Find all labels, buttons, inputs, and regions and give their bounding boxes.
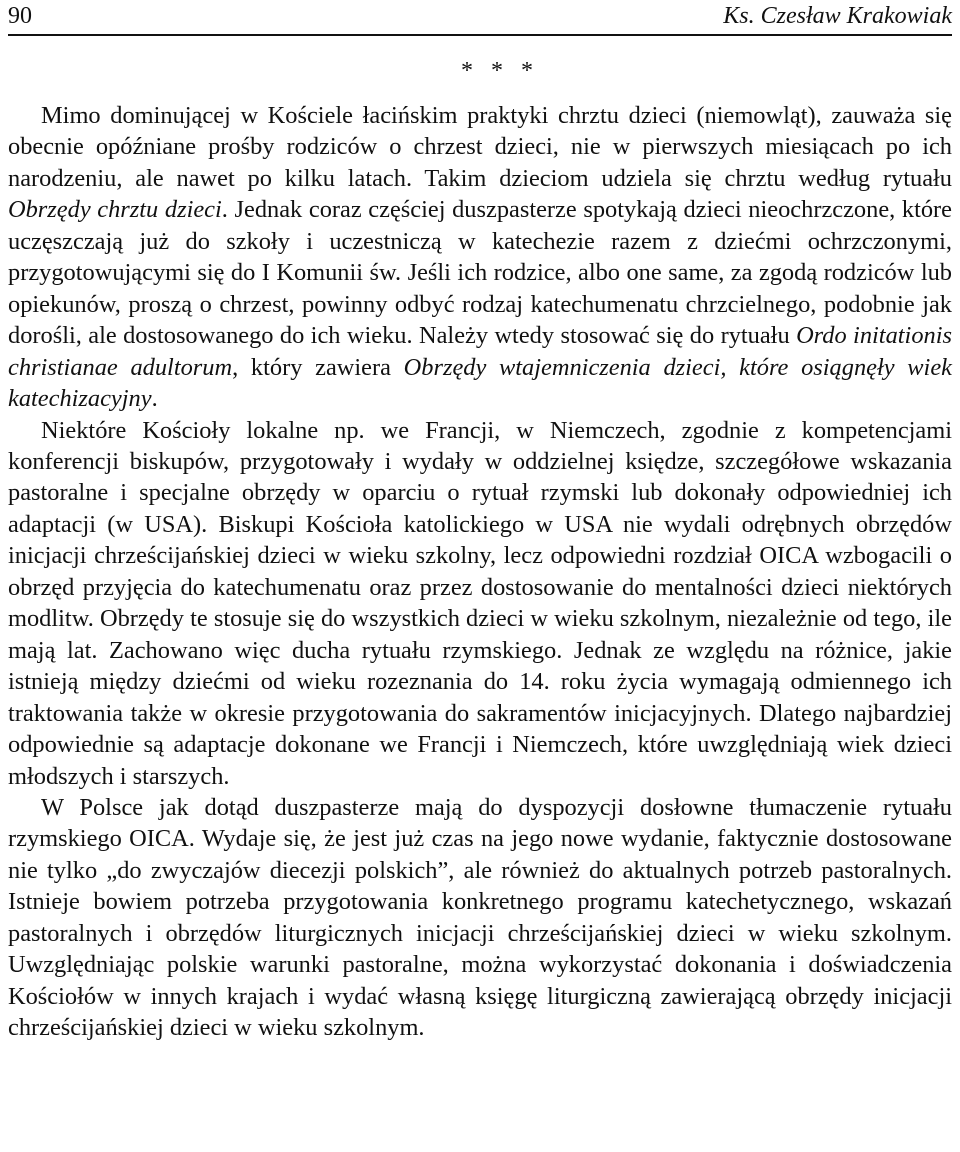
text-span: Niektóre Kościoły lokalne np. we Francji, w Niemczech, zgodnie z kompetencjami konferencji biskupów, przygotowały i wydały w oddzielnej księdze, szczegółowe wskazania pastoralne i specjalne obrzędy w oparciu o rytuał rzymski lub dokonały odpowiedniej ich adaptacji (w USA). Biskupi Kościoła katolickiego w USA nie wydali odrębnych obrzędów inicjacji chrześcijańskiej dzieci w wieku szkolny, lecz odpowiedni rozdział OICA wzbogacili o obrzęd przyjęcia do katechumenatu oraz przez dostosowanie do mentalności dzieci niektórych modlitw. Obrzędy te stosuje się do wszystkich dzieci w wieku szkolnym, niezależnie od tego, ile mają lat. Zachowano więc ducha rytuału rzymskiego. Jednak ze względu na różnice, jakie istnieją między dziećmi od wieku rozeznania do 14. roku życia wymagają odmiennego ich traktowania także w okresie przygotowania do sakramentów inicjacyjnych. Dlatego najbardziej odpowiednie są adaptacje dokonane we Francji i Niemczech, które uwzględniają wiek dzieci młodszych i starszych.: [8, 416, 952, 790]
section-separator: * * *: [461, 58, 539, 84]
italic-title-obrzedy-wtajemniczenia: Obrzędy wtajemniczenia dzieci, które osiągnęły wiek katechizacyjny: [8, 353, 952, 413]
body-text: [8, 100, 952, 1044]
text-span: W Polsce jak dotąd duszpasterze mają do dyspozycji dosłowne tłumaczenie rytuału rzymskiego OICA. Wydaje się, że jest już czas na jego nowe wydanie, faktycznie dostosowane nie tylko „do zwyczajów diecezji polskich”, ale również do aktualnych potrzeb pastoralnych. Istnieje bowiem potrzeba przygotowania konkretnego programu katechetycznego, wskazań pastoralnych i obrzędów liturgicznych inicjacji chrześcijańskiej dzieci w wieku szkolnym. Uwzględniając polskie warunki pastoralne, można wykorzystać dokonania i doświadczenia Kościołów w innych krajach i wydać własną księgę liturgiczną zawierającą obrzędy inicjacji chrześcijańskiej dzieci w wieku szkolnym.: [8, 793, 952, 1042]
paragraph-1: [8, 100, 952, 415]
running-head-author: Ks. Czesław Krakowiak: [723, 3, 952, 29]
text-span: , który zawiera: [232, 353, 404, 381]
paragraph-2: [8, 415, 952, 792]
text-span: . Jednak coraz częściej duszpasterze spotykają dzieci nieochrzczone, które uczęszczają już do szkoły i uczestniczą w katechezie razem z dziećmi ochrzczonymi, przygotowującymi się do I Komunii św. Jeśli ich rodzice, albo one same, za zgodą rodziców lub opiekunów, proszą o chrzest, powinny odbyć rodzaj katechumenatu chrzcielnego, podobnie jak dorośli, ale dostosowanego do ich wieku. Należy wtedy stosować się do rytuału: [8, 196, 952, 350]
italic-title-obrzedy-chrztu-dzieci: Obrzędy chrztu dzieci: [8, 196, 222, 224]
text-span: Mimo dominującej w Kościele łacińskim praktyki chrztu dzieci (niemowląt), zauważa się obecnie opóźniane prośby rodziców o chrzest dzieci, nie w pierwszych miesiącach po ich narodzeniu, ale nawet po kilku latach. Takim dzieciom udziela się chrztu według rytuału: [8, 102, 952, 192]
paragraph-3: [8, 792, 952, 1044]
document-page: [8, 0, 952, 1044]
italic-title-ordo-initationis: Ordo initationis christianae adultorum: [8, 322, 952, 381]
text-span: .: [151, 385, 158, 413]
page-header: [8, 0, 952, 36]
page-number: 90: [8, 3, 32, 29]
